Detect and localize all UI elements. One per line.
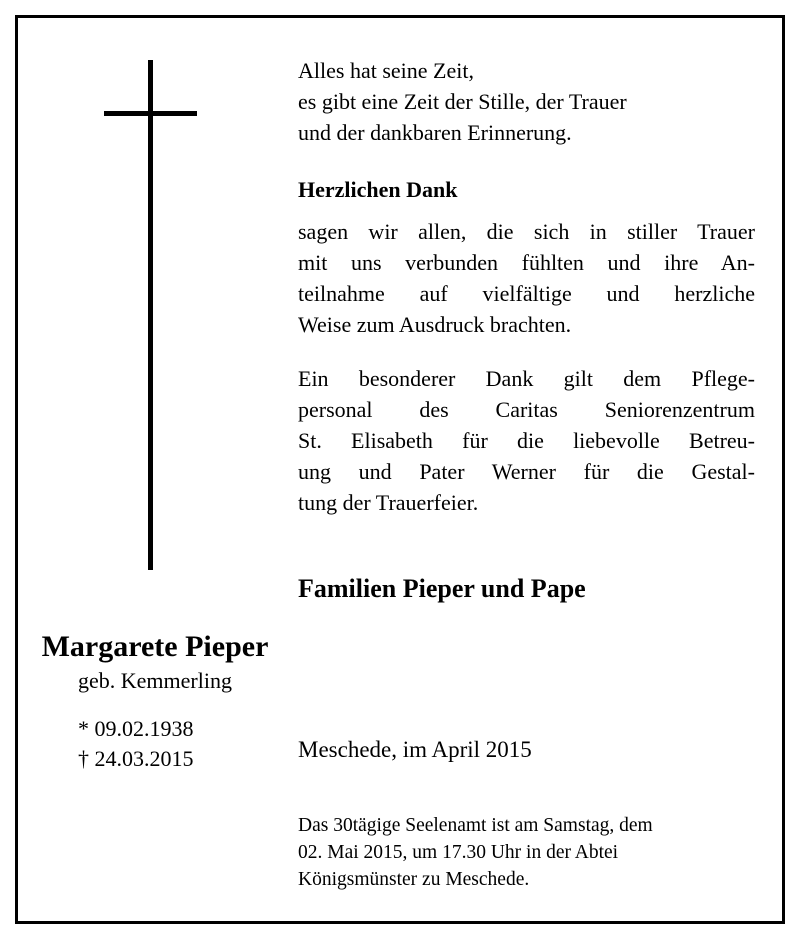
deceased-name: Margarete Pieper — [41, 630, 269, 663]
birth-name: geb. Kemmerling — [78, 668, 232, 693]
thanks-line: sagen wir allen, die sich in stiller Trauer — [298, 219, 755, 244]
thanks-line: mit uns verbunden fühlten und ihre An- — [298, 250, 755, 275]
quote-line: und der dankbaren Erinnerung. — [298, 120, 572, 145]
families-signature: Familien Pieper und Pape — [298, 574, 586, 603]
death-date: † 24.03.2015 — [78, 746, 194, 771]
birth-date: * 09.02.1938 — [78, 716, 194, 741]
thanks-paragraph — [298, 216, 755, 340]
mass-note-line: 02. Mai 2015, um 17.30 Uhr in der Abtei — [298, 842, 619, 863]
memorial-mass-note — [298, 812, 758, 893]
mass-note-line: Das 30tägige Seelenamt ist am Samstag, dem — [298, 815, 653, 836]
quote-line: Alles hat seine Zeit, — [298, 58, 474, 83]
special-thanks-paragraph — [298, 363, 755, 518]
quote-text — [298, 55, 758, 148]
thanks-line: Weise zum Ausdruck brachten. — [298, 312, 572, 337]
special-thanks-line: ung und Pater Werner für die Gestal- — [298, 459, 755, 484]
quote-line: es gibt eine Zeit der Stille, der Trauer — [298, 89, 627, 114]
mass-note-line: Königsmünster zu Meschede. — [298, 869, 530, 890]
thanks-heading: Herzlichen Dank — [298, 177, 458, 202]
cross-icon — [148, 60, 153, 570]
thanks-line: teilnahme auf vielfältige und herzliche — [298, 281, 755, 306]
special-thanks-line: St. Elisabeth für die liebevolle Betreu- — [298, 428, 755, 453]
place-date: Meschede, im April 2015 — [298, 737, 532, 762]
special-thanks-line: Ein besonderer Dank gilt dem Pflege- — [298, 366, 755, 391]
special-thanks-line: personal des Caritas Seniorenzentrum — [298, 397, 755, 422]
cross-icon-crossbar — [104, 111, 197, 116]
special-thanks-line: tung der Trauerfeier. — [298, 490, 479, 515]
